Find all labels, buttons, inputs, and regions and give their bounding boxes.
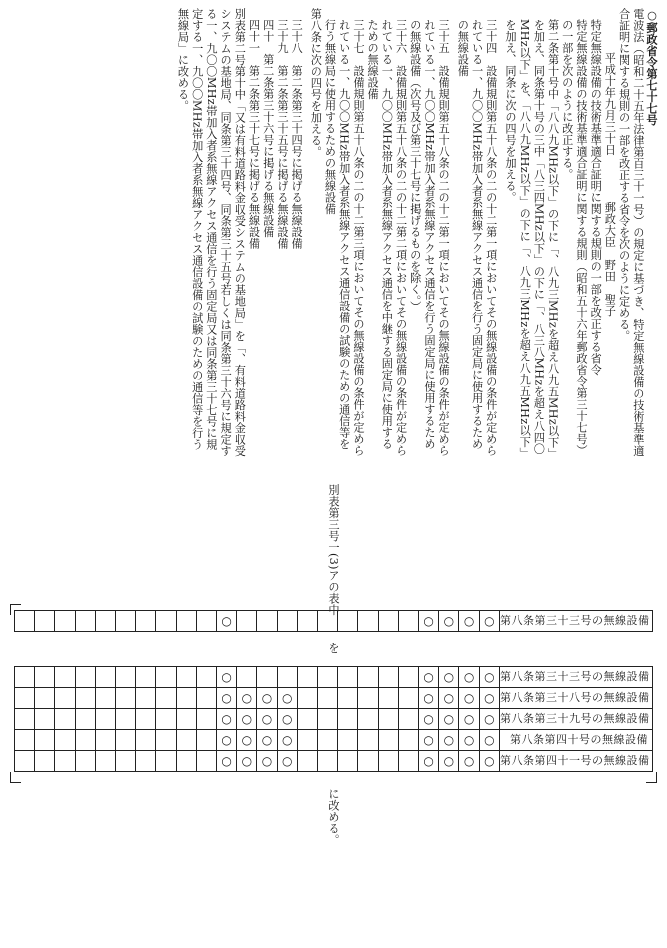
table-cell	[318, 611, 338, 632]
table-cell	[318, 688, 338, 709]
table-cell	[439, 751, 459, 772]
table-cell	[75, 751, 95, 772]
table-cell	[479, 709, 499, 730]
circle-mark: ○	[282, 690, 293, 705]
table-cell	[196, 688, 216, 709]
text-line: 電波法（昭和二十五年法律第百三十一号）の規定に基づき、特定無線設備の技術基準適合証明に関する規則の一部を改正する省令を次のように定める。	[617, 8, 645, 457]
table-cell	[398, 730, 418, 751]
table-cell	[297, 730, 317, 751]
table-cell	[277, 730, 297, 751]
table-cell	[237, 611, 257, 632]
table-cell	[419, 751, 439, 772]
table-cell	[116, 709, 136, 730]
table-cell	[297, 688, 317, 709]
table-cell	[378, 688, 398, 709]
table-cell	[378, 751, 398, 772]
equipment-name-cell: 第八条第三十九号の無線設備	[500, 709, 653, 730]
table-cell	[479, 751, 499, 772]
equipment-name-cell: 第八条第三十三号の無線設備	[500, 611, 653, 632]
table-cell	[136, 751, 156, 772]
text-line: 四十一 第二条第三十七号に掲げる無線設備	[247, 19, 261, 249]
table-cell	[358, 751, 378, 772]
table-cell	[459, 667, 479, 688]
circle-mark: ○	[241, 690, 253, 705]
text-line: 特定無線設備の技術基準適合証明に関する規則（昭和五十六年郵政省令第三十七号）の一部を次のように改正する。	[560, 19, 588, 456]
table-cell	[217, 667, 237, 688]
table-cell	[257, 730, 277, 751]
circle-mark: ○	[423, 711, 434, 726]
table-cell	[75, 730, 95, 751]
table-cell	[277, 667, 297, 688]
circle-mark: ○	[221, 753, 232, 768]
table-cell	[479, 688, 499, 709]
table-cell	[459, 688, 479, 709]
table-cell	[217, 688, 237, 709]
text-line: 三十七 設備規則第五十八条の二の十二第三項においてその無線設備の条件が定められている一、九〇〇MHz帯加入者系無線アクセス通信設備の試験のための通信等を行う無線局に使用するための無線設備	[323, 19, 365, 456]
circle-mark: ○	[463, 669, 475, 684]
text-line: 特定無線設備の技術基準適合証明に関する規則の一部を改正する省令	[589, 19, 603, 376]
table-cell	[55, 751, 75, 772]
table-cell	[318, 751, 338, 772]
table-cell	[196, 751, 216, 772]
bracket-mark	[646, 772, 657, 783]
table-cell	[217, 751, 237, 772]
table-cell	[156, 730, 176, 751]
table-cell	[338, 688, 358, 709]
table-cell	[95, 751, 115, 772]
table-cell	[439, 709, 459, 730]
table-cell	[136, 730, 156, 751]
table-cell	[237, 688, 257, 709]
circle-mark: ○	[463, 613, 475, 628]
table-cell	[35, 730, 55, 751]
table-cell	[378, 709, 398, 730]
circle-mark: ○	[443, 690, 455, 705]
equipment-name-cell: 第八条第三十三号の無線設備	[500, 667, 653, 688]
table-cell	[459, 751, 479, 772]
caption-wo: を	[327, 642, 340, 654]
table-cell	[439, 667, 459, 688]
table-row	[15, 667, 653, 688]
table-cell	[136, 709, 156, 730]
table-cell	[419, 667, 439, 688]
table-cell	[196, 611, 216, 632]
table-cell	[277, 611, 297, 632]
table-cell	[297, 751, 317, 772]
circle-mark: ○	[423, 732, 434, 747]
circle-mark: ○	[241, 711, 253, 726]
table-cell	[95, 709, 115, 730]
equipment-name-cell: 第八条第四十号の無線設備	[500, 730, 653, 751]
table-cell	[15, 688, 35, 709]
table-cell	[338, 751, 358, 772]
table-cell	[479, 730, 499, 751]
table-cell	[156, 667, 176, 688]
table-cell	[378, 667, 398, 688]
table-cell	[156, 688, 176, 709]
table-cell	[398, 611, 418, 632]
table-cell	[297, 667, 317, 688]
circle-mark: ○	[221, 711, 232, 726]
table-cell	[217, 611, 237, 632]
bracket-mark	[10, 604, 21, 615]
table-cell	[257, 667, 277, 688]
table-cell	[338, 730, 358, 751]
table-cell	[35, 611, 55, 632]
table-cell	[439, 611, 459, 632]
table-cell	[297, 709, 317, 730]
table-cell	[419, 709, 439, 730]
circle-mark: ○	[484, 732, 495, 747]
circle-mark: ○	[484, 690, 495, 705]
circle-mark: ○	[423, 669, 434, 684]
table-cell	[358, 709, 378, 730]
table-cell	[156, 751, 176, 772]
circle-mark: ○	[221, 669, 232, 684]
table-cell	[55, 611, 75, 632]
table-cell	[176, 751, 196, 772]
circle-mark: ○	[463, 753, 475, 768]
table-cell	[358, 667, 378, 688]
text-line: 三十六 設備規則第五十八条の二の十二第二項においてその無線設備の条件が定められている一、九〇〇MHz帯加入者系無線アクセス通信を中継する固定局に使用するための無線設備	[366, 19, 408, 456]
table-cell	[338, 611, 358, 632]
table-cell	[459, 730, 479, 751]
circle-mark: ○	[423, 613, 434, 628]
text-line: 三十五 設備規則第五十八条の二の十二第一項においてその無線設備の条件が定められている一、九〇〇MHz帯加入者系無線アクセス通信を行う固定局に使用するための無線設備（次号及び第三十七号に掲げるものを除く。）	[408, 19, 451, 456]
caption-end: に改める。	[327, 788, 340, 846]
text-line: 三十九 第二条第三十五号に掲げる無線設備	[275, 19, 289, 249]
table-cell	[95, 667, 115, 688]
table-cell	[439, 730, 459, 751]
text-line: 第八条に次の四号を加える。	[309, 8, 323, 158]
table-cell	[257, 709, 277, 730]
table-cell	[318, 709, 338, 730]
table-cell	[156, 611, 176, 632]
table-cell	[35, 709, 55, 730]
table-cell	[176, 667, 196, 688]
table-row	[15, 730, 653, 751]
table-cell	[297, 611, 317, 632]
table-cell	[398, 688, 418, 709]
table-cell	[318, 667, 338, 688]
table-cell	[116, 688, 136, 709]
circle-mark: ○	[443, 613, 455, 628]
table-cell	[136, 611, 156, 632]
equipment-name-cell: 第八条第三十八号の無線設備	[500, 688, 653, 709]
table-cell	[176, 709, 196, 730]
circle-mark: ○	[463, 732, 475, 747]
circle-mark: ○	[423, 753, 434, 768]
table-cell	[95, 611, 115, 632]
table-cell	[257, 751, 277, 772]
circle-mark: ○	[484, 753, 495, 768]
table-cell	[459, 709, 479, 730]
table-cell	[156, 709, 176, 730]
table-cell	[338, 709, 358, 730]
table-cell	[237, 751, 257, 772]
table-row	[15, 688, 653, 709]
circle-mark: ○	[484, 669, 495, 684]
table-cell	[419, 611, 439, 632]
table-cell	[75, 611, 95, 632]
table-cell	[398, 751, 418, 772]
table-cell	[116, 730, 136, 751]
table-cell	[277, 688, 297, 709]
circle-mark: ○	[484, 711, 495, 726]
table-cell	[257, 688, 277, 709]
text-line: 三十四 設備規則第五十八条の二の十二第一項においてその無線設備の条件が定められている一、九〇〇MHz帯加入者系無線アクセス通信を行う固定局に使用するための無線設備	[456, 19, 498, 456]
circle-mark: ○	[221, 690, 232, 705]
circle-mark: ○	[221, 732, 232, 747]
circle-mark: ○	[241, 753, 253, 768]
table-cell	[136, 688, 156, 709]
table-cell	[257, 611, 277, 632]
table-cell	[176, 688, 196, 709]
table-row	[15, 611, 653, 632]
table-cell	[55, 667, 75, 688]
table-cell	[196, 730, 216, 751]
table-cell	[95, 688, 115, 709]
text-line: 別表第二号第十中「又は有料道路料金収受システムの基地局」を「、有料道路料金収受システムの基地局、同条第三十四号、同条第三十五号若しくは同条第三十六号に規定する一、九〇〇MHz帯加入者系無線アクセス通信を行う固定局又は同条第三十七号に規定する一、九〇〇MHz帯加入者系無線アクセス通信設備の試験のための通信等を行う無線局」に改める。	[176, 8, 247, 457]
table-before	[14, 610, 653, 632]
table-cell	[55, 730, 75, 751]
table-cell	[15, 730, 35, 751]
table-cell	[35, 751, 55, 772]
circle-mark: ○	[221, 613, 232, 628]
table-cell	[176, 730, 196, 751]
table-cell	[15, 667, 35, 688]
circle-mark: ○	[282, 732, 293, 747]
table-cell	[15, 709, 35, 730]
table-cell	[318, 730, 338, 751]
table-cell	[439, 688, 459, 709]
table-cell	[479, 667, 499, 688]
table-cell	[378, 611, 398, 632]
table-cell	[358, 730, 378, 751]
table-cell	[75, 709, 95, 730]
table-cell	[378, 730, 398, 751]
circle-mark: ○	[261, 690, 273, 705]
table-cell	[55, 688, 75, 709]
table-cell	[136, 667, 156, 688]
table-cell	[116, 611, 136, 632]
table-cell	[55, 709, 75, 730]
table-cell	[419, 730, 439, 751]
circle-mark: ○	[443, 669, 455, 684]
table-cell	[419, 688, 439, 709]
table-after	[14, 666, 653, 772]
table-cell	[15, 751, 35, 772]
circle-mark: ○	[443, 732, 455, 747]
circle-mark: ○	[282, 711, 293, 726]
circle-mark: ○	[282, 753, 293, 768]
table-cell	[95, 730, 115, 751]
table-cell	[237, 709, 257, 730]
table-cell	[196, 709, 216, 730]
circle-mark: ○	[261, 732, 273, 747]
table-cell	[196, 667, 216, 688]
circle-mark: ○	[423, 690, 434, 705]
text-line: 第二条第十号中「八八九MHz以下」の下に「、八九三MHzを超え八九五MHz以下」を加え、同条第十号の三中「八三四MHz以下」の下に「、八三八MHzを超え八四〇MHz以下」を、「八八九MHz以下」の下に「、八九三MHzを超え八九五MHz以下」を加え、同条に次の四号を加える。	[503, 19, 560, 460]
bracket-mark	[10, 772, 21, 783]
circle-mark: ○	[443, 753, 455, 768]
table-cell	[479, 611, 499, 632]
circle-mark: ○	[463, 711, 475, 726]
table-row	[15, 751, 653, 772]
table-cell	[217, 730, 237, 751]
table-cell	[338, 667, 358, 688]
table-cell	[398, 667, 418, 688]
table-cell	[75, 688, 95, 709]
table-cell	[35, 667, 55, 688]
table-cell	[277, 709, 297, 730]
table-cell	[176, 611, 196, 632]
ordinance-text	[19, 8, 659, 460]
circle-mark: ○	[463, 690, 475, 705]
table-cell	[358, 688, 378, 709]
table-cell	[217, 709, 237, 730]
table-cell	[459, 611, 479, 632]
circle-mark: ○	[484, 613, 495, 628]
table-row	[15, 709, 653, 730]
table-cell	[277, 751, 297, 772]
table-cell	[116, 667, 136, 688]
table-cell	[237, 730, 257, 751]
circle-mark: ○	[261, 753, 273, 768]
table-cell	[358, 611, 378, 632]
table-cell	[398, 709, 418, 730]
text-line: 三十八 第二条第三十四号に掲げる無線設備	[290, 19, 304, 249]
text-line: 平成十年九月三十日 郵政大臣 野田 聖子	[603, 52, 617, 317]
table-intro-caption: 別表第三号一(3)アの表中	[327, 484, 340, 616]
table-cell	[237, 667, 257, 688]
circle-mark: ○	[241, 732, 253, 747]
ordinance-title: ○郵政省令第七十七号	[645, 8, 659, 126]
circle-mark: ○	[261, 711, 273, 726]
table-cell	[116, 751, 136, 772]
circle-mark: ○	[443, 711, 455, 726]
equipment-name-cell: 第八条第四十一号の無線設備	[500, 751, 653, 772]
text-line: 四十 第二条第三十六号に掲げる無線設備	[261, 19, 275, 238]
table-cell	[75, 667, 95, 688]
table-cell	[35, 688, 55, 709]
